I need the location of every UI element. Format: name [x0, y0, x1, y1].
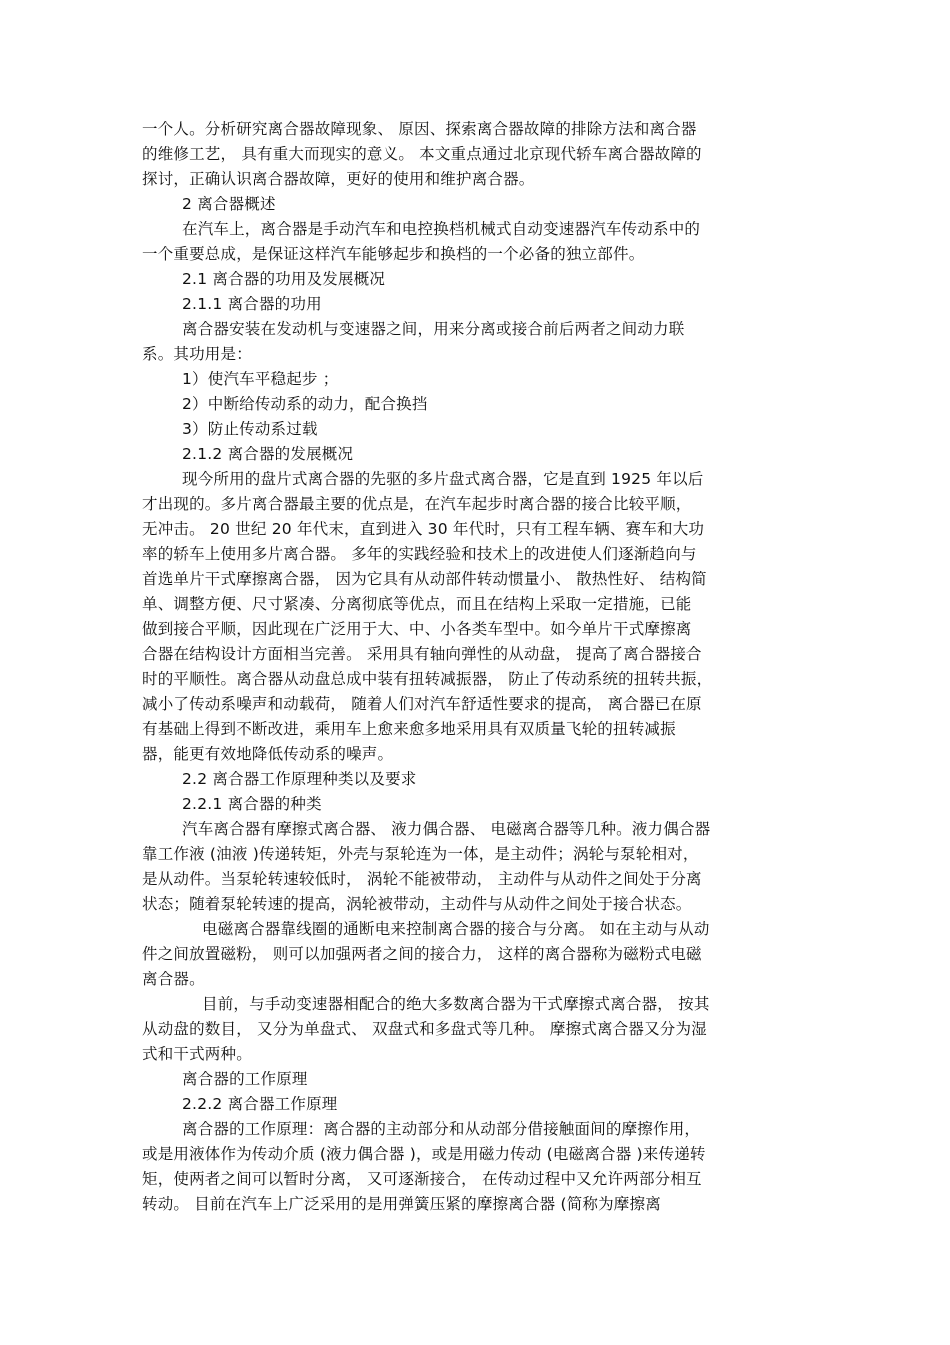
text-line: 首选单片干式摩擦离合器， 因为它具有从动部件转动惯量小、 散热性好、 结构简 — [142, 570, 707, 588]
text-line: 式和干式两种。 — [142, 1045, 252, 1063]
text-line: 无冲击。 20 世纪 20 年代末，直到进入 30 年代时，只有工程车辆、赛车和大功 — [142, 520, 705, 538]
text-line: 状态；随着泵轮转速的提高，涡轮被带动，主动件与从动件之间处于接合状态。 — [142, 895, 692, 913]
text-line: 目前，与手动变速器相配合的绝大多数离合器为干式摩擦式离合器， 按其 — [202, 995, 710, 1013]
text-line: 合器在结构设计方面相当完善。 采用具有轴向弹性的从动盘， 提高了离合器接合 — [142, 645, 702, 663]
text-line: 转动。 目前在汽车上广泛采用的是用弹簧压紧的摩擦离合器 (简称为摩擦离 — [142, 1195, 661, 1213]
text-line: 才出现的。多片离合器最主要的优点是，在汽车起步时离合器的接合比较平顺， — [142, 495, 692, 513]
text-line: 离合器安装在发动机与变速器之间，用来分离或接合前后两者之间动力联 — [182, 320, 685, 338]
text-line: 是从动件。当泵轮转速较低时， 涡轮不能被带动， 主动件与从动件之间处于分离 — [142, 870, 702, 888]
list-item: 2）中断给传动系的动力，配合换挡 — [182, 395, 428, 413]
text-line: 有基础上得到不断改进，乘用车上愈来愈多地采用具有双质量飞轮的扭转减振 — [142, 720, 676, 738]
section-heading: 2.1.2 离合器的发展概况 — [182, 445, 354, 463]
text-line: 系。其功用是： — [142, 345, 252, 363]
section-heading: 2.2.2 离合器工作原理 — [182, 1095, 338, 1113]
text-line: 靠工作液 (油液 )传递转矩，外壳与泵轮连为一体，是主动件；涡轮与泵轮相对， — [142, 845, 699, 863]
text-line: 现今所用的盘片式离合器的先驱的多片盘式离合器，它是直到 1925 年以后 — [182, 470, 704, 488]
text-line: 汽车离合器有摩擦式离合器、 液力偶合器、 电磁离合器等几种。液力偶合器 — [182, 820, 711, 838]
text-line: 减小了传动系噪声和动载荷， 随着人们对汽车舒适性要求的提高， 离合器已在原 — [142, 695, 702, 713]
text-line: 或是用液体作为传动介质 (液力偶合器 )，或是用磁力传动 (电磁离合器 )来传递转 — [142, 1145, 706, 1163]
section-heading: 2.1.1 离合器的功用 — [182, 295, 322, 313]
text-line: 从动盘的数目， 又分为单盘式、 双盘式和多盘式等几种。 摩擦式离合器又分为湿 — [142, 1020, 707, 1038]
text-line: 在汽车上，离合器是手动汽车和电控换档机械式自动变速器汽车传动系中的 — [182, 220, 701, 238]
text-line: 矩，使两者之间可以暂时分离， 又可逐渐接合， 在传动过程中又允许两部分相互 — [142, 1170, 702, 1188]
list-item: 3）防止传动系过载 — [182, 420, 318, 438]
text-line: 电磁离合器靠线圈的通断电来控制离合器的接合与分离。 如在主动与从动 — [202, 920, 710, 938]
text-line: 件之间放置磁粉， 则可以加强两者之间的接合力， 这样的离合器称为磁粉式电磁 — [142, 945, 702, 963]
text-line: 离合器。 — [142, 970, 205, 988]
text-line: 离合器的工作原理：离合器的主动部分和从动部分借接触面间的摩擦作用， — [182, 1120, 701, 1138]
text-line: 一个重要总成，是保证这样汽车能够起步和换档的一个必备的独立部件。 — [142, 245, 645, 263]
section-heading: 2.1 离合器的功用及发展概况 — [182, 270, 386, 288]
section-heading: 2.2.1 离合器的种类 — [182, 795, 322, 813]
text-line: 一个人。分析研究离合器故障现象、 原因、探索离合器故障的排除方法和离合器 — [142, 120, 697, 138]
text-line: 探讨，正确认识离合器故障，更好的使用和维护离合器。 — [142, 170, 535, 188]
text-line: 时的平顺性。离合器从动盘总成中装有扭转减振器， 防止了传动系统的扭转共振， — [142, 670, 713, 688]
section-heading: 离合器的工作原理 — [182, 1070, 308, 1088]
text-line: 做到接合平顺，因此现在广泛用于大、中、小各类车型中。如今单片干式摩擦离 — [142, 620, 692, 638]
section-heading: 2 离合器概述 — [182, 195, 276, 213]
text-line: 单、调整方便、尺寸紧凑、分离彻底等优点，而且在结构上采取一定措施，已能 — [142, 595, 692, 613]
text-line: 的维修工艺， 具有重大而现实的意义。 本文重点通过北京现代轿车离合器故障的 — [142, 145, 702, 163]
list-item: 1）使汽车平稳起步 ； — [182, 370, 339, 388]
text-line: 率的轿车上使用多片离合器。 多年的实践经验和技术上的改进使人们逐渐趋向与 — [142, 545, 697, 563]
text-line: 器，能更有效地降低传动系的噪声。 — [142, 745, 394, 763]
section-heading: 2.2 离合器工作原理种类以及要求 — [182, 770, 417, 788]
